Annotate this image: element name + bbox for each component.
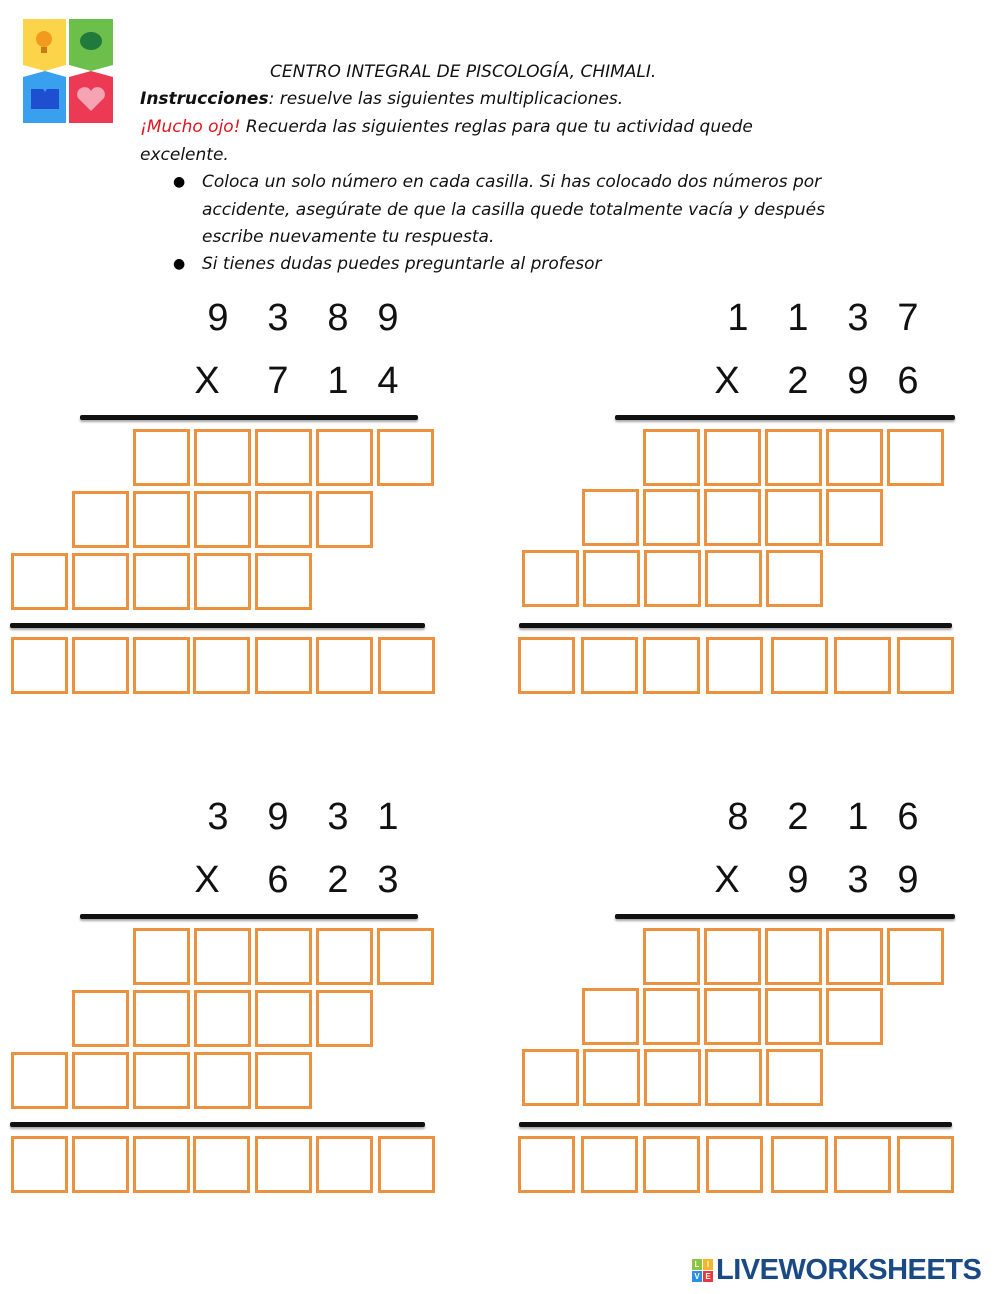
multiplicand-digit: 1: [847, 796, 869, 838]
result-box[interactable]: [897, 637, 954, 694]
times-sign: X: [714, 360, 740, 402]
partial-product-box[interactable]: [765, 928, 822, 985]
bullet-icon: ●: [173, 174, 186, 190]
multiplier-digit: 2: [787, 360, 809, 402]
multiplicand-digit: 8: [727, 796, 749, 838]
partial-product-box[interactable]: [643, 988, 700, 1045]
result-box[interactable]: [378, 1136, 435, 1193]
multiplicand-digit: 6: [897, 796, 919, 838]
result-box[interactable]: [771, 637, 828, 694]
multiplicand-digit: 3: [327, 796, 349, 838]
warning-text-cont: excelente.: [140, 145, 229, 165]
partial-product-box[interactable]: [704, 928, 761, 985]
partial-product-box[interactable]: [826, 489, 883, 546]
partial-product-box[interactable]: [826, 988, 883, 1045]
multiplicand-digit: 3: [207, 796, 229, 838]
result-box[interactable]: [72, 637, 129, 694]
times-sign: X: [714, 859, 740, 901]
partial-product-box[interactable]: [255, 491, 312, 548]
partial-product-box[interactable]: [643, 429, 700, 486]
result-box[interactable]: [11, 1136, 68, 1193]
divider-line: [80, 914, 418, 919]
sum-line: [10, 1122, 425, 1127]
result-box[interactable]: [11, 637, 68, 694]
multiplier-digit: 9: [847, 360, 869, 402]
partial-product-box[interactable]: [887, 429, 944, 486]
result-box[interactable]: [518, 1136, 575, 1193]
multiplicand-digit: 1: [727, 297, 749, 339]
partial-product-box[interactable]: [765, 988, 822, 1045]
partial-product-box[interactable]: [11, 553, 68, 610]
result-box[interactable]: [706, 1136, 763, 1193]
partial-product-box[interactable]: [255, 553, 312, 610]
sum-line: [519, 1122, 952, 1127]
partial-product-box[interactable]: [72, 553, 129, 610]
liveworksheets-logo: [692, 1255, 981, 1285]
partial-product-box[interactable]: [377, 928, 434, 985]
warning-text: Recuerda las siguientes reglas para que tu actividad quede: [240, 117, 753, 137]
multiplier-digit: 3: [377, 859, 399, 901]
partial-product-box[interactable]: [11, 1052, 68, 1109]
partial-product-box[interactable]: [255, 928, 312, 985]
partial-product-box[interactable]: [704, 988, 761, 1045]
partial-product-box[interactable]: [255, 1052, 312, 1109]
result-box[interactable]: [643, 1136, 700, 1193]
partial-product-box[interactable]: [133, 553, 190, 610]
partial-product-box[interactable]: [255, 990, 312, 1047]
partial-product-box[interactable]: [826, 429, 883, 486]
tile: E: [703, 1271, 713, 1282]
partial-product-box[interactable]: [194, 990, 251, 1047]
logo-icon: [23, 19, 113, 123]
instructions-text: : resuelve las siguientes multiplicaciones.: [268, 89, 624, 109]
partial-product-box[interactable]: [316, 491, 373, 548]
partial-product-box[interactable]: [766, 1049, 823, 1106]
times-sign: X: [194, 360, 220, 402]
partial-product-box[interactable]: [766, 550, 823, 607]
sum-line: [519, 623, 952, 628]
partial-product-box[interactable]: [826, 928, 883, 985]
partial-product-box[interactable]: [644, 550, 701, 607]
partial-product-box[interactable]: [255, 429, 312, 486]
result-box[interactable]: [706, 637, 763, 694]
multiplier-digit: 7: [267, 360, 289, 402]
tile: V: [692, 1271, 702, 1282]
multiplicand-digit: 9: [377, 297, 399, 339]
multiplicand-digit: 9: [207, 297, 229, 339]
partial-product-box[interactable]: [316, 429, 373, 486]
result-box[interactable]: [518, 637, 575, 694]
partial-product-box[interactable]: [133, 990, 190, 1047]
warning-label: ¡Mucho ojo!: [140, 117, 241, 137]
rule-1-line-1: Coloca un solo número en cada casilla. Si has colocado dos números por: [202, 172, 822, 192]
tile: L: [692, 1259, 702, 1270]
partial-product-box[interactable]: [704, 489, 761, 546]
multiplier-digit: 9: [897, 859, 919, 901]
partial-product-box[interactable]: [583, 550, 640, 607]
instructions: [140, 89, 623, 109]
partial-product-box[interactable]: [582, 489, 639, 546]
multiplicand-digit: 1: [787, 297, 809, 339]
multiplier-digit: 6: [267, 859, 289, 901]
result-box[interactable]: [255, 1136, 312, 1193]
partial-product-box[interactable]: [887, 928, 944, 985]
multiplier-digit: 1: [327, 360, 349, 402]
partial-product-box[interactable]: [316, 928, 373, 985]
page-title: CENTRO INTEGRAL DE PISCOLOGÍA, CHIMALI.: [270, 62, 657, 82]
partial-product-box[interactable]: [194, 928, 251, 985]
result-box[interactable]: [72, 1136, 129, 1193]
sum-line: [10, 623, 425, 628]
partial-product-box[interactable]: [705, 550, 762, 607]
liveworksheets-wordmark: LIVEWORKSHEETS: [716, 1253, 982, 1286]
result-box[interactable]: [133, 1136, 190, 1193]
liveworksheets-tiles-icon: [692, 1259, 713, 1282]
result-box[interactable]: [316, 1136, 373, 1193]
partial-product-box[interactable]: [72, 491, 129, 548]
multiplier-digit: 3: [847, 859, 869, 901]
result-box[interactable]: [834, 637, 891, 694]
multiplicand-digit: 1: [377, 796, 399, 838]
result-box[interactable]: [378, 637, 435, 694]
multiplicand-digit: 3: [267, 297, 289, 339]
partial-product-box[interactable]: [194, 1052, 251, 1109]
partial-product-box[interactable]: [522, 1049, 579, 1106]
warning: [140, 117, 753, 137]
result-box[interactable]: [834, 1136, 891, 1193]
partial-product-box[interactable]: [644, 1049, 701, 1106]
tile: I: [703, 1259, 713, 1270]
multiplicand-digit: 3: [847, 297, 869, 339]
partial-product-box[interactable]: [765, 429, 822, 486]
partial-product-box[interactable]: [522, 550, 579, 607]
multiplier-digit: 6: [897, 360, 919, 402]
partial-product-box[interactable]: [704, 429, 761, 486]
multiplier-digit: 2: [327, 859, 349, 901]
partial-product-box[interactable]: [194, 553, 251, 610]
instructions-label: Instrucciones: [140, 89, 269, 109]
partial-product-box[interactable]: [133, 1052, 190, 1109]
times-sign: X: [194, 859, 220, 901]
bullet-icon: ●: [173, 256, 186, 272]
partial-product-box[interactable]: [643, 928, 700, 985]
result-box[interactable]: [581, 637, 638, 694]
multiplier-digit: 9: [787, 859, 809, 901]
divider-line: [615, 415, 955, 420]
partial-product-box[interactable]: [705, 1049, 762, 1106]
partial-product-box[interactable]: [643, 489, 700, 546]
result-box[interactable]: [643, 637, 700, 694]
rule-1-line-3: escribe nuevamente tu respuesta.: [202, 227, 495, 247]
multiplicand-digit: 2: [787, 796, 809, 838]
result-box[interactable]: [193, 1136, 250, 1193]
rule-1-line-2: accidente, asegúrate de que la casilla quede totalmente vacía y después: [202, 200, 825, 220]
rule-2: Si tienes dudas puedes preguntarle al profesor: [202, 254, 602, 274]
partial-product-box[interactable]: [583, 1049, 640, 1106]
partial-product-box[interactable]: [194, 491, 251, 548]
partial-product-box[interactable]: [133, 928, 190, 985]
partial-product-box[interactable]: [72, 1052, 129, 1109]
partial-product-box[interactable]: [133, 491, 190, 548]
divider-line: [80, 415, 418, 420]
partial-product-box[interactable]: [582, 988, 639, 1045]
partial-product-box[interactable]: [765, 489, 822, 546]
partial-product-box[interactable]: [377, 429, 434, 486]
multiplicand-digit: 9: [267, 796, 289, 838]
result-box[interactable]: [255, 637, 312, 694]
result-box[interactable]: [316, 637, 373, 694]
multiplier-digit: 4: [377, 360, 399, 402]
multiplicand-digit: 7: [897, 297, 919, 339]
partial-product-box[interactable]: [72, 990, 129, 1047]
multiplicand-digit: 8: [327, 297, 349, 339]
result-box[interactable]: [193, 637, 250, 694]
result-box[interactable]: [581, 1136, 638, 1193]
result-box[interactable]: [771, 1136, 828, 1193]
partial-product-box[interactable]: [194, 429, 251, 486]
result-box[interactable]: [897, 1136, 954, 1193]
divider-line: [615, 914, 955, 919]
result-box[interactable]: [133, 637, 190, 694]
partial-product-box[interactable]: [133, 429, 190, 486]
partial-product-box[interactable]: [316, 990, 373, 1047]
